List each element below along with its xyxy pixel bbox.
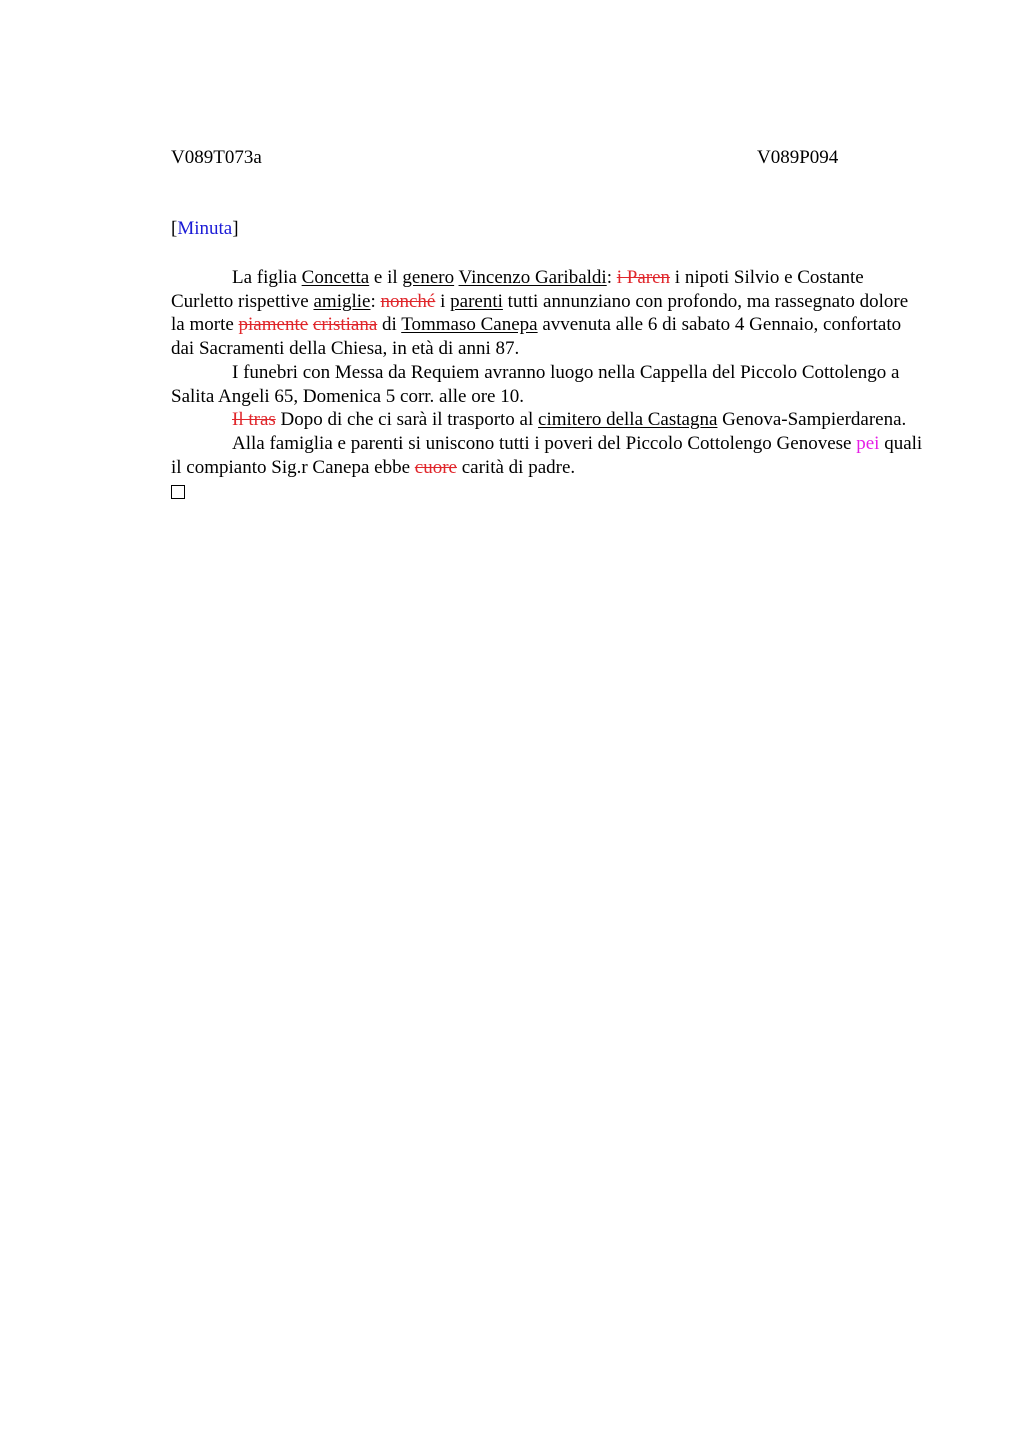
deleted-text: Il tras	[232, 409, 276, 431]
paragraph-condolence	[171, 432, 923, 479]
deleted-text: i Paren	[616, 267, 671, 288]
text-run: i nipoti Silvio e Costante Curletto rispettive	[171, 267, 864, 312]
underlined-name: Concetta	[301, 267, 370, 288]
open-bracket: [	[171, 218, 178, 239]
close-bracket: ]	[232, 218, 239, 239]
underlined-word: genero	[402, 267, 455, 288]
deleted-text: cristiana	[312, 314, 378, 336]
paragraph-funeral: I funebri con Messa da Requiem avranno luogo nella Cappella del Piccolo Cottolengo a Salita Angeli 65, Domenica 5 corr. alle ore 10.	[171, 361, 900, 407]
underlined-name: Tommaso Canepa	[401, 314, 538, 336]
underlined-word: amiglie	[313, 290, 371, 312]
underlined-word: parenti	[450, 290, 503, 312]
section-heading	[171, 218, 239, 240]
paragraph-announcement	[171, 266, 923, 361]
document-code-right: V089P094	[757, 147, 839, 168]
text-run: tutti annunziano con profondo, ma rassegnato dolore la morte	[171, 290, 909, 336]
document-code-left: V089T073a	[171, 147, 262, 168]
text-run: Alla famiglia e parenti si uniscono tutti i poveri del Piccolo Cottolengo Genovese	[232, 432, 857, 454]
heading-label: Minuta	[177, 218, 233, 239]
underlined-place: cimitero della Castagna	[538, 409, 718, 431]
deleted-text: cuore	[414, 456, 457, 478]
text-run: La figlia	[232, 267, 302, 288]
paragraph-transport	[171, 408, 923, 432]
underlined-name: Vincenzo Garibaldi	[458, 267, 607, 288]
text-run: di	[377, 314, 402, 336]
text-run: i	[435, 290, 451, 312]
text-run: avvenuta alle 6 di sabato 4 Gennaio, confortato dai Sacramenti della Chiesa, in età di anni 87.	[171, 314, 902, 360]
document-body	[171, 266, 923, 506]
text-run: Genova-Sampierdarena.	[717, 409, 907, 431]
deleted-text: piamente	[238, 314, 309, 336]
text-run: e il	[369, 267, 403, 288]
text-run: carità di padre.	[456, 456, 576, 478]
inserted-text: pei	[856, 432, 880, 454]
empty-square-icon	[171, 485, 185, 499]
text-run: quali il compianto Sig.r Canepa ebbe	[171, 432, 923, 478]
text-run: :	[606, 267, 617, 288]
text-run: :	[370, 290, 381, 312]
deleted-text: nonché	[380, 290, 436, 312]
text-run: Dopo di che ci sarà il trasporto al	[275, 409, 539, 431]
